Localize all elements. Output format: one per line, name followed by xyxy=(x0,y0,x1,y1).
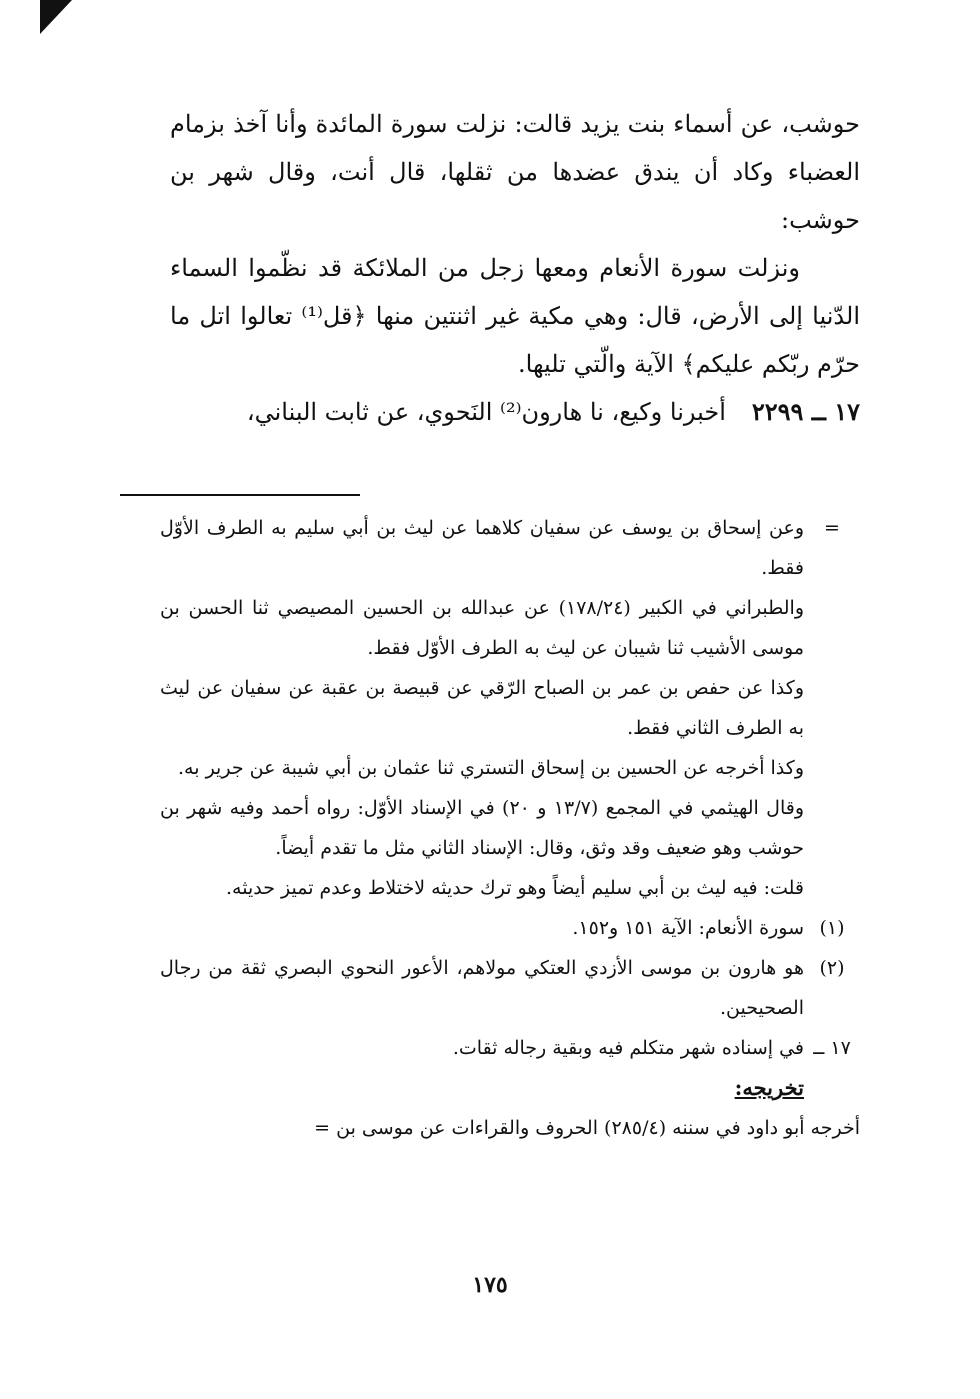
footnote-paragraph: وعن إسحاق بن يوسف عن سفيان كلاهما عن ليث بن أبي سليم به الطرف الأوّل فقط. xyxy=(160,517,804,579)
footnotes xyxy=(160,508,860,1148)
footnote-divider xyxy=(120,494,360,496)
footnote-2 xyxy=(160,948,860,1028)
footnote-text: هو هارون بن موسى الأزدي العتكي مولاهم، الأعور النحوي البصري ثقة من رجال الصحيحين. xyxy=(160,957,804,1019)
takhrij-text: أخرجه أبو داود في سننه (٢٨٥/٤) الحروف والقراءات عن موسى بن = xyxy=(314,1117,860,1139)
main-text xyxy=(170,100,860,436)
footnote-hadith-17 xyxy=(160,1028,860,1068)
footnote-continuation xyxy=(160,508,860,908)
hadith-number: ١٧ ــ ٢٢٩٩ xyxy=(751,397,860,426)
footnote-paragraph: والطبراني في الكبير (١٧٨/٢٤) عن عبدالله بن الحسين المصيصي ثنا الحسن بن موسى الأشيب ثنا شيبان عن ليث به الطرف الأوّل فقط. xyxy=(160,597,804,659)
footnote-paragraph: وكذا أخرجه عن الحسين بن إسحاق التستري ثنا عثمان بن أبي شيبة عن جرير به. xyxy=(178,757,804,779)
footnote-paragraph: قلت: فيه ليث بن أبي سليم أيضاً وهو ترك حديثه لاختلاط وعدم تميز حديثه. xyxy=(226,877,804,899)
takhrij-heading: تخريجه: xyxy=(734,1075,804,1100)
footnote-marker: (٢) xyxy=(819,957,845,979)
footnote-marker: ١٧ ــ xyxy=(813,1037,851,1059)
footnote-marker: (١) xyxy=(819,917,845,939)
continuation-mark: = xyxy=(824,517,840,539)
footnote-1 xyxy=(160,908,860,948)
hadith-text: أخبرنا وكيع، نا هارون⁽²⁾ النَحوي، عن ثابت البناني، xyxy=(246,398,726,426)
footnote-text: في إسناده شهر متكلم فيه وبقية رجاله ثقات. xyxy=(452,1037,804,1059)
footnote-text: سورة الأنعام: الآية ١٥١ و١٥٢. xyxy=(572,917,804,939)
main-paragraph-2: ونزلت سورة الأنعام ومعها زجل من الملائكة قد نظّموا السماء الدّنيا إلى الأرض، قال: وهي مكية غير اثنتين منها ﴿قل⁽¹⁾ تعالوا اتل ما حرّم ربّكم عليكم﴾ الآية والّتي تليها. xyxy=(170,254,860,378)
hadith-entry xyxy=(170,388,860,436)
main-paragraph-1: حوشب، عن أسماء بنت يزيد قالت: نزلت سورة المائدة وأنا آخذ بزمام العضباء وكاد أن يندق عضدها من ثقلها، قال أنت، وقال شهر بن حوشب: xyxy=(170,110,860,234)
footnote-paragraph: وكذا عن حفص بن عمر بن الصباح الرّقي عن قبيصة بن عقبة عن سفيان عن ليث به الطرف الثاني فقط. xyxy=(160,677,804,739)
page-number: ١٧٥ xyxy=(472,1272,508,1298)
footnote-paragraph: وقال الهيثمي في المجمع (١٣/٧ و ٢٠) في الإسناد الأوّل: رواه أحمد وفيه شهر بن حوشب وهو ضعيف وقد وثق، وقال: الإسناد الثاني مثل ما تقدم أيضاً. xyxy=(160,797,804,859)
